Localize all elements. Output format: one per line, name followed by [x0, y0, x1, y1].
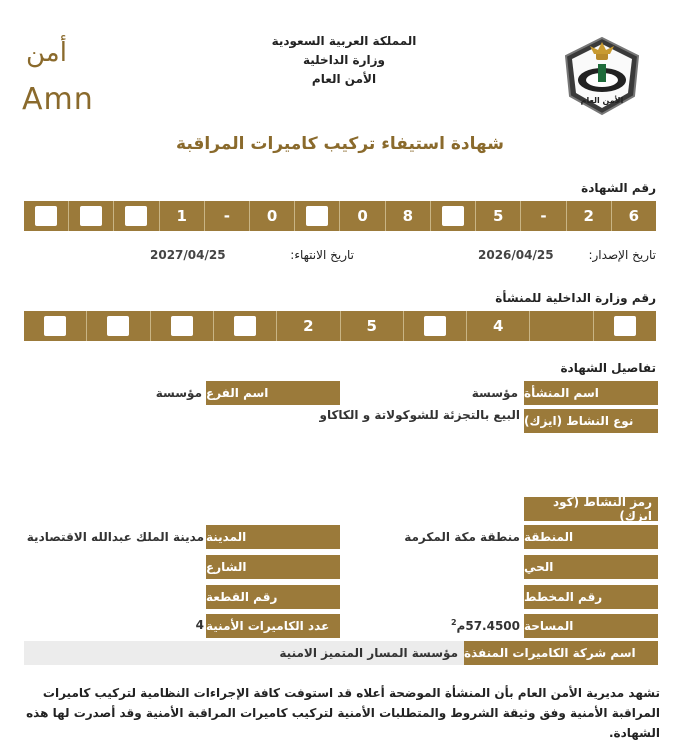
- cert-digit-redacted: [69, 201, 114, 231]
- facility-moi-label: رقم وزارة الداخلية للمنشأة: [495, 291, 656, 305]
- branch-name-label: اسم الفرع: [206, 381, 340, 405]
- issue-date-value: 2026/04/25: [478, 248, 554, 262]
- cert-digit: 6: [628, 207, 640, 225]
- cert-digit-redacted: [295, 201, 340, 231]
- plot-number-label: رقم القطعة: [206, 585, 340, 609]
- region-value: منطقة مكة المكرمة: [404, 530, 520, 544]
- cert-digit: 2: [567, 201, 612, 231]
- plan-number-label: رقم المخطط: [524, 585, 658, 609]
- cert-digit: 8: [386, 201, 431, 231]
- cert-digit: -: [521, 201, 566, 231]
- moi-digit-redacted: [404, 311, 467, 341]
- facility-moi-row: [24, 311, 656, 341]
- activity-code-label: رمز النشاط (كود ايزك): [524, 497, 658, 521]
- cert-digit: 1: [160, 201, 205, 231]
- moi-digit: 5: [341, 311, 404, 341]
- city-label: المدينة: [206, 525, 340, 549]
- logo-caption: الأمن العام: [580, 96, 624, 105]
- cert-digit-redacted: [114, 201, 159, 231]
- certificate-number-row: [24, 201, 656, 231]
- moi-digit-redacted: [594, 311, 656, 341]
- facility-name-label: اسم المنشأة: [524, 381, 658, 405]
- shield-emblem-icon: [560, 34, 644, 118]
- public-security-logo: [560, 34, 644, 118]
- area-value: [451, 618, 520, 633]
- moi-digit-redacted: [151, 311, 214, 341]
- street-label: الشارع: [206, 555, 340, 579]
- brand-arabic: أمن: [26, 38, 67, 68]
- moi-digit: 4: [467, 311, 530, 341]
- cameras-count-value: 4: [195, 618, 204, 632]
- district-label: الحي: [524, 555, 658, 579]
- cert-digit: -: [205, 201, 250, 231]
- expiry-date-value: 2027/04/25: [150, 248, 226, 262]
- certificate-number-label: رقم الشهادة: [581, 181, 656, 195]
- details-section-label: تفاصيل الشهادة: [560, 361, 656, 375]
- certificate-statement: تشهد مديرية الأمن العام بأن المنشأة الموضحة أعلاه قد استوفت كافة الإجراءات النظامية لتركيب كاميرات المراقبة الأمنية وفق وثيقة الشروط والمتطلبات الأمنية لتركيب كاميرات المراقبة الأمنية وقد أصدرت لها هذه الشهادة.: [26, 686, 660, 740]
- activity-type-label: نوع النشاط (ايزك): [524, 409, 658, 433]
- branch-name-value: مؤسسة: [155, 386, 202, 400]
- area-unit-superscript: 2: [450, 618, 457, 627]
- moi-digit: 2: [277, 311, 340, 341]
- cert-digit: 0: [340, 201, 385, 231]
- cert-digit-redacted: [431, 201, 476, 231]
- city-value: مدينة الملك عبدالله الاقتصادية: [26, 530, 204, 544]
- cert-digit: 5: [476, 201, 521, 231]
- moi-digit: [530, 311, 593, 341]
- header-kingdom: المملكة العربية السعودية: [271, 34, 417, 48]
- moi-digit-redacted: [214, 311, 277, 341]
- header-ministry: وزارة الداخلية: [302, 53, 386, 67]
- page-title: شهادة استيفاء تركيب كاميرات المراقبة: [176, 134, 504, 154]
- cert-digit: 0: [250, 201, 295, 231]
- header-public-security: الأمن العام: [311, 72, 377, 86]
- cert-digit-redacted: [24, 201, 69, 231]
- camera-company-label: اسم شركة الكاميرات المنفذة: [464, 641, 658, 665]
- cameras-count-label: عدد الكاميرات الأمنية: [206, 614, 340, 638]
- facility-name-value: مؤسسة: [471, 386, 518, 400]
- activity-type-value: البيع بالتجزئة للشوكولاتة و الكاكاو: [319, 408, 520, 422]
- region-label: المنطقة: [524, 525, 658, 549]
- camera-company-value: مؤسسة المسار المتميز الامنية: [279, 646, 458, 660]
- expiry-date-label: تاريخ الانتهاء:: [290, 248, 354, 262]
- issue-date-label: تاريخ الإصدار:: [588, 248, 656, 262]
- brand-english: Amn: [22, 82, 94, 117]
- area-label: المساحة: [524, 614, 658, 638]
- moi-digit-redacted: [24, 311, 87, 341]
- moi-digit-redacted: [87, 311, 150, 341]
- area-number: 57.4500م: [456, 619, 520, 633]
